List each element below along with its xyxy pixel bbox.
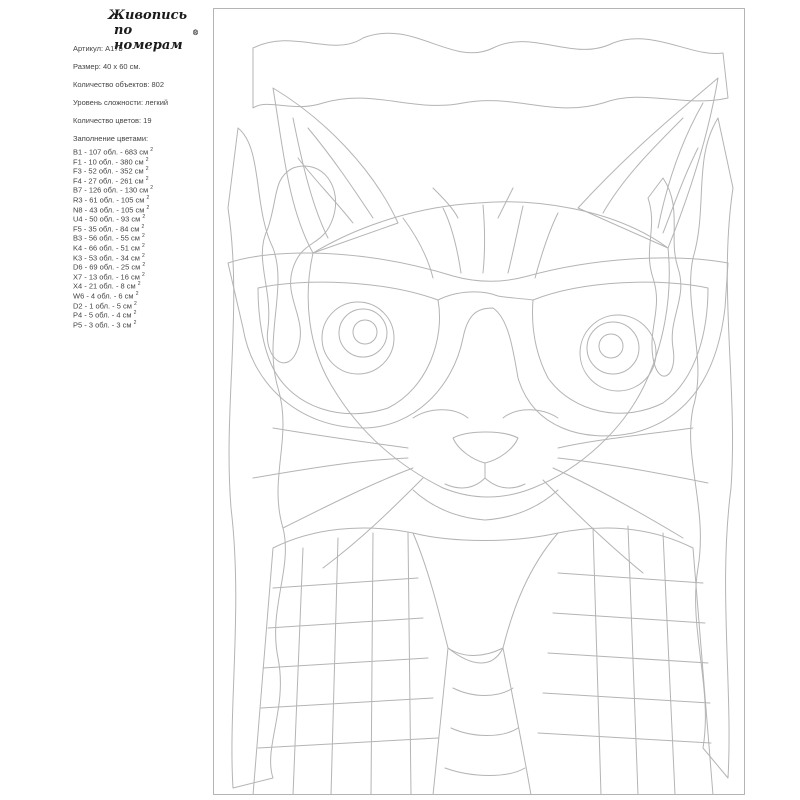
area-unit-superscript: 2 [141, 271, 145, 278]
color-fill-item [73, 165, 213, 175]
product-info [73, 44, 213, 328]
right-eye-outer [580, 315, 656, 391]
color-fill-item [73, 156, 213, 166]
color-fill-item [73, 146, 213, 156]
glasses-left-lens [258, 282, 440, 414]
right-whiskers [543, 428, 708, 573]
area-unit-superscript: 2 [142, 214, 146, 221]
color-fill-text: B1 - 107 обл. - 683 см [73, 147, 149, 157]
color-fill-item [73, 242, 213, 252]
color-fill-item [73, 232, 213, 242]
brand-title: Живопись [108, 8, 188, 23]
color-fill-text: B3 - 56 обл. - 55 см [73, 233, 140, 243]
nose [453, 432, 518, 463]
color-fill-item [73, 271, 213, 281]
color-fill-text: F3 - 52 обл. - 352 см [73, 166, 144, 176]
color-fill-item [73, 252, 213, 262]
glasses-frame [228, 253, 728, 436]
color-fill-text: K3 - 53 обл. - 34 см [73, 253, 140, 263]
color-fill-item [73, 319, 213, 329]
article-text: Артикул: А178 [73, 44, 123, 53]
left-ear [273, 88, 398, 253]
color-fill-text: R3 - 61 обл. - 105 см [73, 195, 145, 205]
brand-subtitle: по номерам [114, 23, 183, 53]
head-outline [308, 202, 669, 497]
color-fill-item [73, 261, 213, 271]
color-fill-text: F5 - 35 обл. - 84 см [73, 224, 140, 234]
color-fill-text: P4 - 5 обл. - 4 см [73, 310, 132, 320]
color-fill-item [73, 290, 213, 300]
right-eye-iris [587, 322, 639, 374]
color-fill-list [73, 146, 213, 328]
background-blob-top [253, 33, 728, 108]
forehead-stripes [403, 188, 558, 278]
color-fill-item [73, 223, 213, 233]
objects-count-text: Количество объектов: 802 [73, 80, 164, 89]
coloring-canvas [213, 8, 745, 795]
color-fill-item [73, 194, 213, 204]
area-unit-superscript: 2 [133, 319, 137, 326]
size-text: Размер: 40 х 60 см. [73, 62, 141, 71]
area-unit-superscript: 2 [146, 204, 150, 211]
area-unit-superscript: 2 [134, 300, 137, 307]
glasses-right-lens [533, 282, 708, 413]
color-fill-text: U4 - 50 обл. - 93 см [73, 214, 141, 224]
registered-mark: ® [192, 28, 199, 37]
left-eye-pupil [353, 320, 377, 344]
area-unit-superscript: 2 [133, 310, 137, 317]
cat-outline-drawing [213, 8, 745, 795]
color-fill-text: N8 - 43 обл. - 105 см [73, 205, 145, 215]
difficulty-text: Уровень сложности: легкий [73, 98, 169, 107]
scarf-body [253, 528, 713, 795]
background-blob-left [228, 128, 285, 788]
area-unit-superscript: 2 [145, 175, 149, 182]
area-unit-superscript: 2 [141, 242, 145, 249]
left-eye-iris [339, 309, 387, 357]
area-unit-superscript: 2 [146, 194, 150, 201]
color-fill-item [73, 184, 213, 194]
scarf-grid-right [538, 526, 711, 795]
color-fill-text: K4 - 66 обл. - 51 см [73, 243, 140, 253]
color-fill-text: W6 - 4 обл. - 6 см [73, 291, 134, 301]
fill-title: Заполнение цветами: [73, 134, 149, 143]
color-fill-item [73, 309, 213, 319]
area-unit-superscript: 2 [145, 166, 149, 173]
color-fill-item [73, 300, 213, 310]
mouth [445, 463, 525, 488]
chin [413, 490, 558, 520]
scarf-knot [413, 533, 558, 656]
right-ear-inner [603, 103, 703, 233]
right-eye-pupil [599, 334, 623, 358]
color-fill-text: P5 - 3 обл. - 3 см [73, 320, 132, 330]
area-unit-superscript: 2 [141, 223, 145, 230]
area-unit-superscript: 2 [137, 281, 141, 288]
scarf-tail [433, 648, 531, 795]
color-fill-text: D2 - 1 обл. - 5 см [73, 301, 132, 310]
color-fill-item [73, 280, 213, 290]
area-unit-superscript: 2 [142, 262, 146, 269]
left-ear-inner [293, 118, 373, 238]
glasses-bridge [438, 292, 533, 300]
area-unit-superscript: 2 [141, 233, 145, 240]
left-eye-outer [322, 302, 394, 374]
scarf-grid-left [258, 533, 438, 795]
color-fill-text: X4 - 21 обл. - 8 см [73, 281, 136, 291]
area-unit-superscript: 2 [150, 147, 154, 153]
color-fill-text: F1 - 10 обл. - 380 см [73, 157, 144, 167]
color-fill-text: F4 - 27 обл. - 261 см [73, 176, 144, 186]
background-blob-right [691, 118, 733, 778]
area-unit-superscript: 2 [135, 290, 139, 297]
right-ear [578, 78, 718, 248]
color-fill-item [73, 204, 213, 214]
color-fill-item [73, 213, 213, 223]
area-unit-superscript: 2 [145, 156, 149, 163]
colors-count-text: Количество цветов: 19 [73, 116, 152, 125]
background-blob-mid-right [648, 178, 681, 376]
color-fill-text: B7 - 126 обл. - 130 см [73, 185, 149, 195]
color-fill-text: D6 - 69 обл. - 25 см [73, 262, 141, 272]
color-fill-text: X7 - 13 обл. - 16 см [73, 272, 140, 282]
color-fill-item [73, 175, 213, 185]
area-unit-superscript: 2 [150, 185, 154, 192]
area-unit-superscript: 2 [141, 252, 145, 259]
